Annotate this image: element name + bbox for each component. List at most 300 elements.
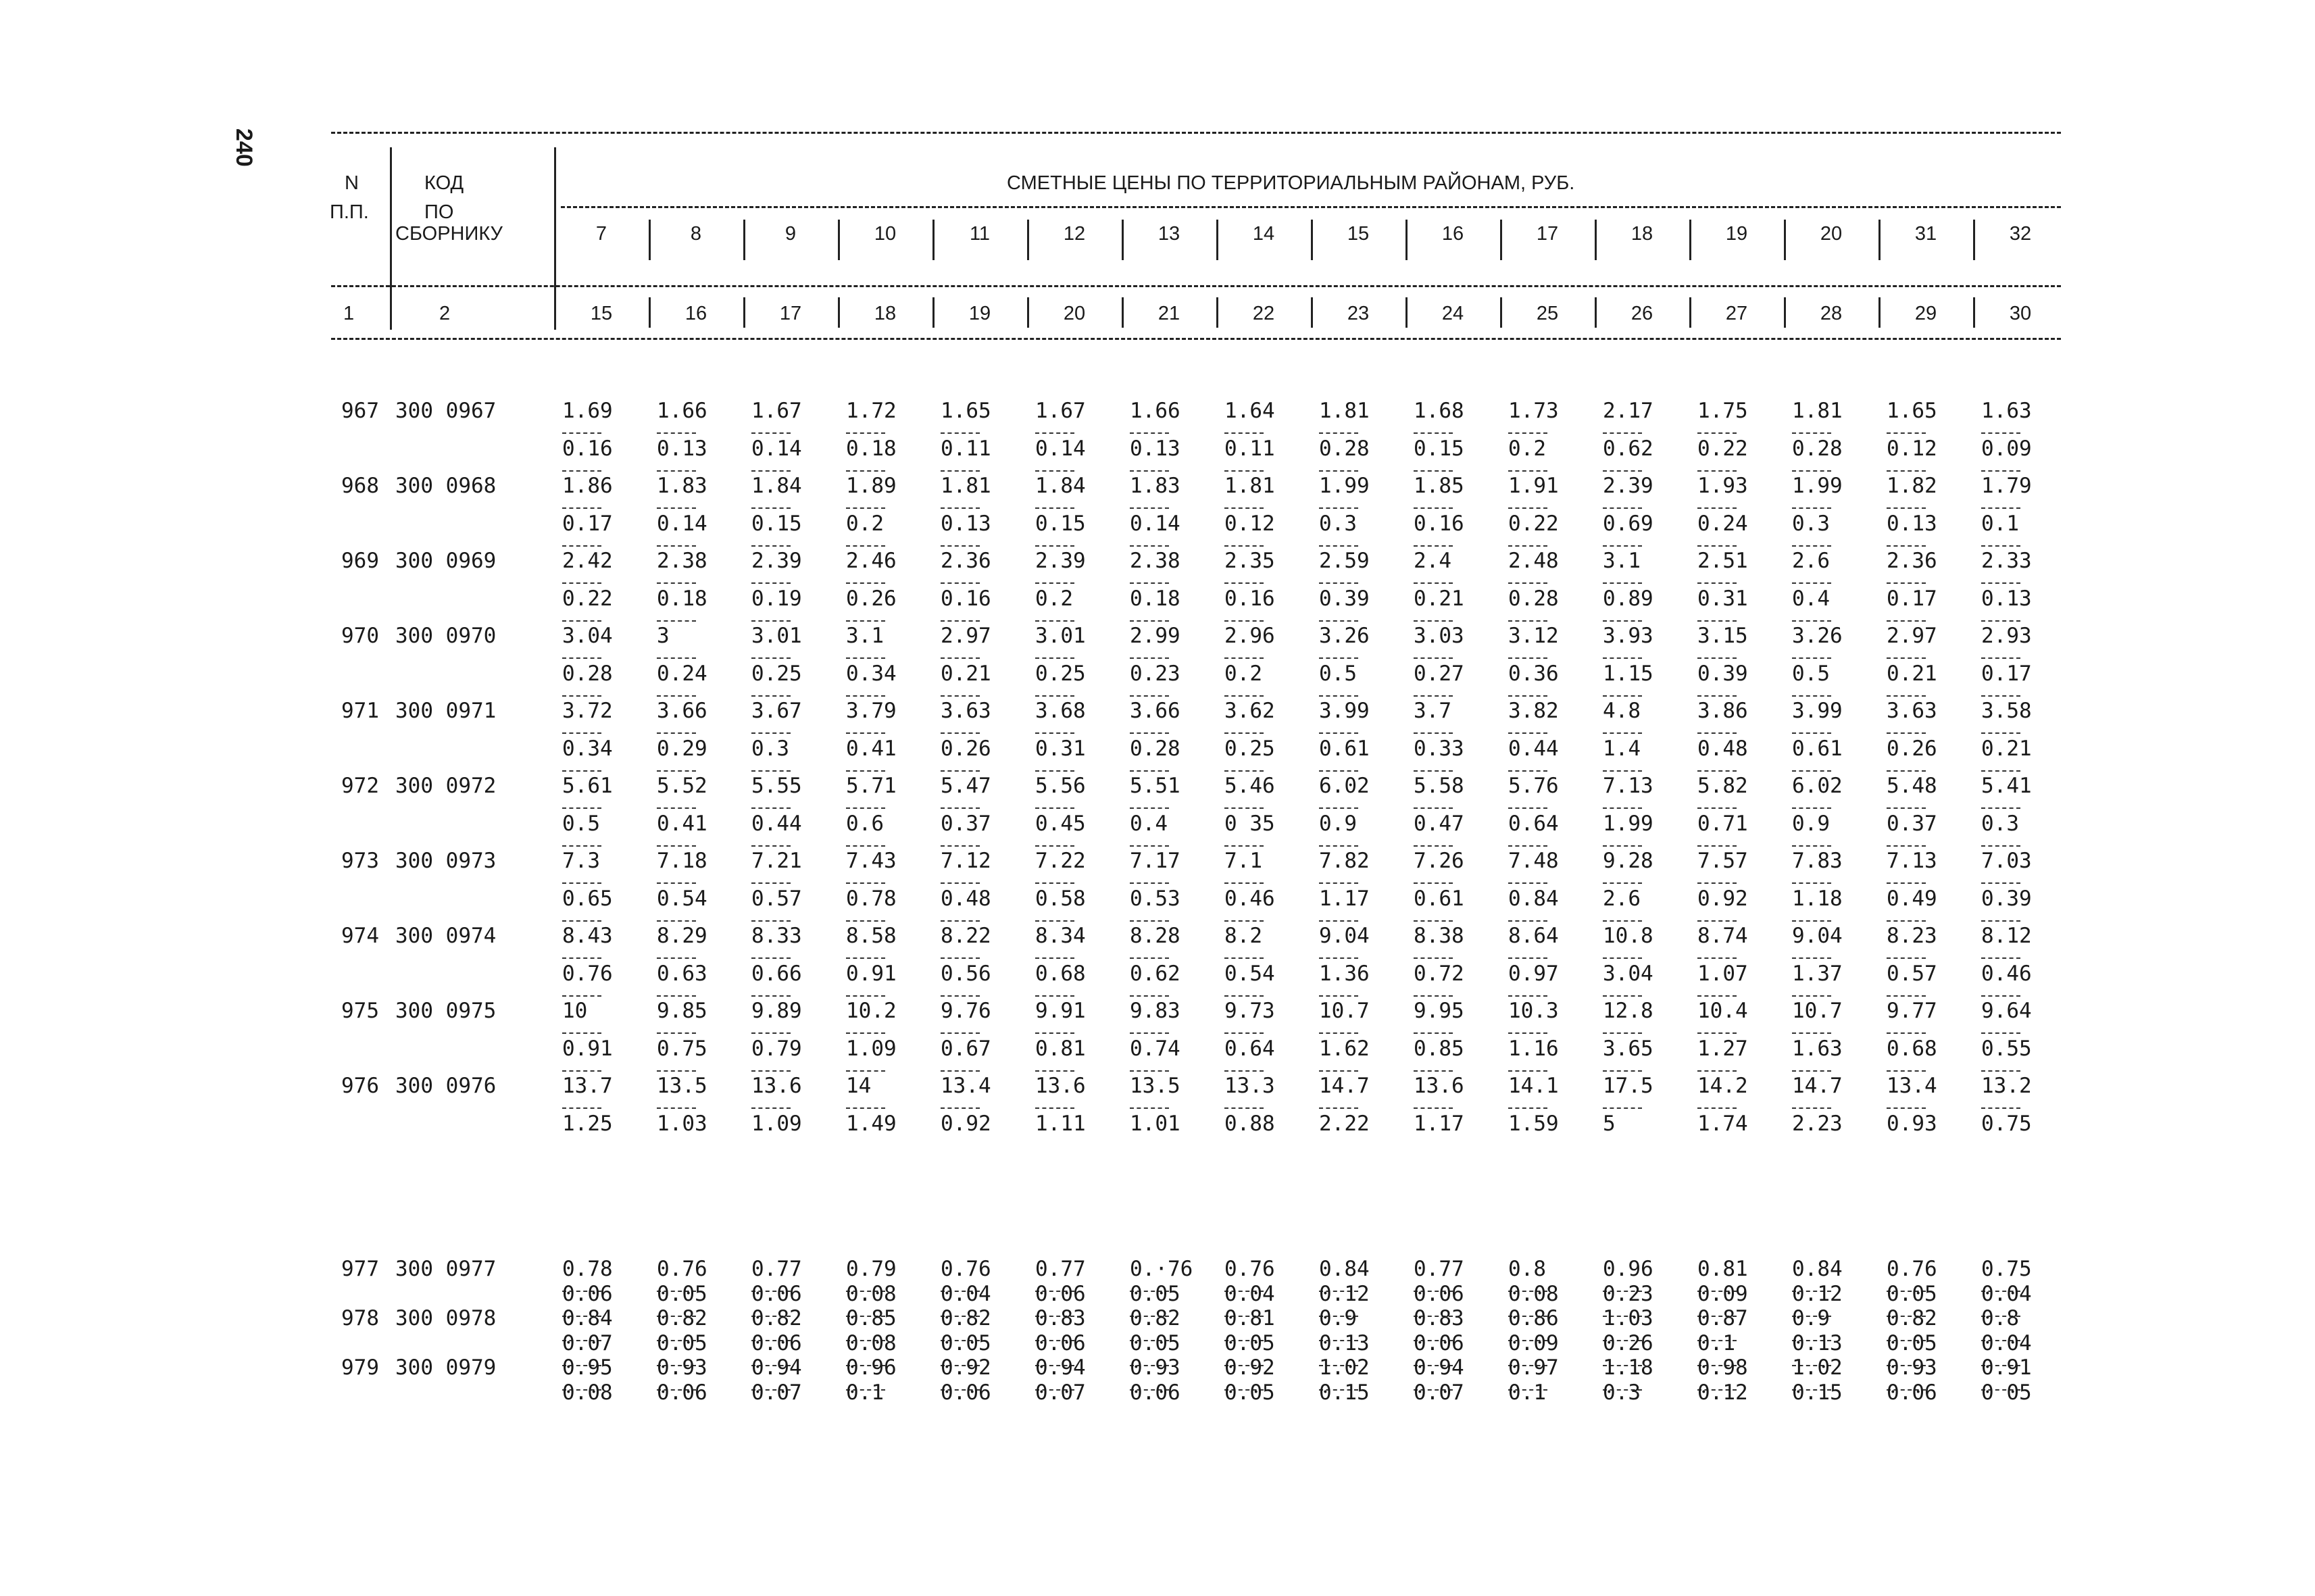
table-title: СМЕТНЫЕ ЦЕНЫ ПО ТЕРРИТОРИАЛЬНЫМ РАЙОНАМ, РУБ. xyxy=(1007,172,1575,194)
price-cell: 0.13 xyxy=(1130,436,1180,461)
fraction-rule xyxy=(1981,545,2020,547)
fraction-rule xyxy=(1224,920,1264,922)
price-cell: 0.26 xyxy=(1603,1330,1653,1355)
fraction-rule xyxy=(1697,545,1737,547)
row-number: 978 xyxy=(341,1306,379,1330)
price-cell: 2.46 xyxy=(846,549,897,573)
price-cell: 2.38 xyxy=(657,549,707,573)
column-index: 29 xyxy=(1914,303,1937,324)
header-divider xyxy=(1122,297,1124,328)
column-index: 17 xyxy=(779,303,802,324)
fraction-rule xyxy=(1224,807,1264,809)
price-cell: 0.88 xyxy=(1224,1111,1275,1136)
price-cell: 17.5 xyxy=(1603,1074,1653,1098)
header-divider xyxy=(1311,220,1313,260)
price-cell: 0.93 xyxy=(1130,1355,1180,1380)
price-cell: 0.83 xyxy=(1035,1306,1086,1330)
row-number: 974 xyxy=(341,924,379,948)
fraction-rule xyxy=(751,507,791,509)
fraction-rule xyxy=(1224,507,1264,509)
fraction-rule xyxy=(1792,995,1831,997)
price-cell: 0.15 xyxy=(1319,1380,1370,1405)
fraction-rule xyxy=(1887,695,1926,697)
price-cell: 3.58 xyxy=(1981,699,2032,723)
price-cell: 0.92 xyxy=(941,1355,991,1380)
price-cell: 0.86 xyxy=(1508,1306,1559,1330)
price-cell: 0.06 xyxy=(1035,1281,1086,1306)
fraction-rule xyxy=(846,882,885,884)
price-cell: 9.76 xyxy=(941,999,991,1023)
row-number: 967 xyxy=(341,399,379,423)
price-cell: 0.36 xyxy=(1508,661,1559,686)
price-cell: 3.65 xyxy=(1603,1036,1653,1061)
price-cell: 0.15 xyxy=(751,511,802,536)
price-cell: 2.6 xyxy=(1792,549,1830,573)
fraction-rule xyxy=(1508,995,1547,997)
price-cell: 7.21 xyxy=(751,849,802,873)
district-number: 17 xyxy=(1536,223,1559,245)
fraction-rule xyxy=(562,732,601,734)
row-code: 300 0968 xyxy=(395,474,497,498)
fraction-rule xyxy=(1792,845,1831,847)
price-cell: 9.77 xyxy=(1887,999,1937,1023)
price-cell: 3.79 xyxy=(846,699,897,723)
price-cell: 0.82 xyxy=(1130,1306,1180,1330)
code-label: СБОРНИКУ xyxy=(395,223,503,245)
fraction-rule xyxy=(1130,920,1169,922)
fraction-rule xyxy=(1130,695,1169,697)
price-cell: 0.15 xyxy=(1414,436,1464,461)
fraction-rule xyxy=(751,807,791,809)
header-divider xyxy=(1027,297,1029,328)
fraction-rule xyxy=(1035,882,1074,884)
price-cell: 10.7 xyxy=(1319,999,1370,1023)
price-cell: 9.73 xyxy=(1224,999,1275,1023)
price-cell: 0.18 xyxy=(1130,586,1180,611)
fraction-rule xyxy=(1603,770,1642,772)
fraction-rule xyxy=(1319,807,1358,809)
fraction-rule xyxy=(751,995,791,997)
row-code: 300 0967 xyxy=(395,399,497,423)
price-cell: 1.63 xyxy=(1981,399,2032,423)
price-cell: 13.6 xyxy=(1035,1074,1086,1098)
row-number: 971 xyxy=(341,699,379,723)
price-cell: 0.25 xyxy=(1035,661,1086,686)
price-cell: 0.1 xyxy=(846,1380,884,1405)
fraction-rule xyxy=(1697,957,1737,959)
price-cell: 1.63 xyxy=(1792,1036,1843,1061)
fraction-rule xyxy=(1603,1070,1642,1072)
price-cell: 3.15 xyxy=(1697,624,1748,648)
price-cell: 0.34 xyxy=(846,661,897,686)
price-cell: 0.6 xyxy=(846,811,884,836)
fraction-rule xyxy=(1035,545,1074,547)
fraction-rule xyxy=(1792,1032,1831,1034)
fraction-rule xyxy=(1130,770,1169,772)
fraction-rule xyxy=(1792,882,1831,884)
price-cell: 0.4 xyxy=(1792,586,1830,611)
header-divider xyxy=(1878,297,1881,328)
row-number: 972 xyxy=(341,774,379,798)
fraction-rule xyxy=(1792,582,1831,584)
price-cell: 0.84 xyxy=(1792,1257,1843,1281)
price-cell: 0.15 xyxy=(1035,511,1086,536)
price-cell: 0.8 xyxy=(1508,1257,1546,1281)
price-cell: 1.75 xyxy=(1697,399,1748,423)
price-cell: 13.6 xyxy=(751,1074,802,1098)
fraction-rule xyxy=(1035,657,1074,659)
fraction-rule xyxy=(751,432,791,434)
price-cell: 0.78 xyxy=(846,886,897,911)
price-cell: 0.97 xyxy=(1508,1355,1559,1380)
price-cell: 0.66 xyxy=(751,961,802,986)
fraction-rule xyxy=(941,807,980,809)
fraction-rule xyxy=(1319,432,1358,434)
fraction-rule xyxy=(751,470,791,472)
price-cell: 1.68 xyxy=(1414,399,1464,423)
price-cell: 1.02 xyxy=(1319,1355,1370,1380)
fraction-rule xyxy=(1224,995,1264,997)
price-cell: 2.4 xyxy=(1414,549,1451,573)
fraction-rule xyxy=(562,807,601,809)
fraction-rule xyxy=(1792,620,1831,622)
district-number: 11 xyxy=(969,223,991,245)
fraction-rule xyxy=(1887,582,1926,584)
price-cell: 0.28 xyxy=(562,661,613,686)
fraction-rule xyxy=(1603,845,1642,847)
fraction-rule xyxy=(562,470,601,472)
header-rule xyxy=(561,206,2061,208)
price-cell: 0.76 xyxy=(1224,1257,1275,1281)
price-cell: 0.06 xyxy=(1887,1380,1937,1405)
fraction-rule xyxy=(1697,657,1737,659)
price-cell: 8.43 xyxy=(562,924,613,948)
price-cell: 0.98 xyxy=(1697,1355,1748,1380)
price-cell: 1.15 xyxy=(1603,661,1653,686)
fraction-rule xyxy=(1130,807,1169,809)
fraction-rule xyxy=(941,507,980,509)
fraction-rule xyxy=(1887,1070,1926,1072)
price-cell: 3.66 xyxy=(1130,699,1180,723)
price-cell: 0.71 xyxy=(1697,811,1748,836)
price-cell: 0.05 xyxy=(1224,1330,1275,1355)
price-cell: 0.06 xyxy=(751,1330,802,1355)
fraction-rule xyxy=(657,545,696,547)
price-cell: 0.61 xyxy=(1319,736,1370,761)
fraction-rule xyxy=(846,657,885,659)
fraction-rule xyxy=(1035,582,1074,584)
price-cell: 0.21 xyxy=(1981,736,2032,761)
fraction-rule xyxy=(1792,507,1831,509)
price-cell: 5.41 xyxy=(1981,774,2032,798)
fraction-rule xyxy=(1981,1032,2020,1034)
price-cell: 10.2 xyxy=(846,999,897,1023)
fraction-rule xyxy=(1603,620,1642,622)
fraction-rule xyxy=(1887,920,1926,922)
price-cell: 0.14 xyxy=(751,436,802,461)
price-cell: 7.17 xyxy=(1130,849,1180,873)
fraction-rule xyxy=(1035,920,1074,922)
fraction-rule xyxy=(1792,1107,1831,1109)
price-cell: 1.79 xyxy=(1981,474,2032,498)
price-cell: 5.55 xyxy=(751,774,802,798)
price-cell: 9.95 xyxy=(1414,999,1464,1023)
price-cell: 1.72 xyxy=(846,399,897,423)
fraction-rule xyxy=(941,920,980,922)
price-cell: 14 xyxy=(846,1074,872,1098)
fraction-rule xyxy=(1887,957,1926,959)
price-cell: 0.5 xyxy=(1792,661,1830,686)
fraction-rule xyxy=(1981,432,2020,434)
row-number: 977 xyxy=(341,1257,379,1281)
price-cell: 1.07 xyxy=(1697,961,1748,986)
fraction-rule xyxy=(1035,995,1074,997)
price-cell: 0.54 xyxy=(1224,961,1275,986)
fraction-rule xyxy=(1319,920,1358,922)
price-cell: 0.92 xyxy=(941,1111,991,1136)
fraction-rule xyxy=(1697,432,1737,434)
price-cell: 9.91 xyxy=(1035,999,1086,1023)
fraction-rule xyxy=(1697,1070,1737,1072)
row-number: 968 xyxy=(341,474,379,498)
price-cell: 7.22 xyxy=(1035,849,1086,873)
price-cell: 10 xyxy=(562,999,588,1023)
fraction-rule xyxy=(1697,1032,1737,1034)
price-cell: 0.8 xyxy=(1981,1306,2019,1330)
fraction-rule xyxy=(1035,732,1074,734)
fraction-rule xyxy=(846,432,885,434)
price-cell: 1.84 xyxy=(1035,474,1086,498)
price-cell: 0.04 xyxy=(1981,1281,2032,1306)
price-cell: 0.61 xyxy=(1414,886,1464,911)
price-cell: 2.35 xyxy=(1224,549,1275,573)
price-cell: 0.12 xyxy=(1697,1380,1748,1405)
header-divider xyxy=(932,220,935,260)
fraction-rule xyxy=(1981,507,2020,509)
fraction-rule xyxy=(1887,470,1926,472)
price-cell: 0.46 xyxy=(1981,961,2032,986)
price-cell: 0.07 xyxy=(1035,1380,1086,1405)
fraction-rule xyxy=(562,620,601,622)
price-cell: 0.09 xyxy=(1981,436,2032,461)
price-cell: 1.09 xyxy=(751,1111,802,1136)
district-number: 19 xyxy=(1725,223,1748,245)
fraction-rule xyxy=(751,582,791,584)
fraction-rule xyxy=(1130,1107,1169,1109)
fraction-rule xyxy=(846,695,885,697)
column-index: 21 xyxy=(1158,303,1180,324)
price-cell: 0.12 xyxy=(1792,1281,1843,1306)
price-cell: 1.67 xyxy=(1035,399,1086,423)
fraction-rule xyxy=(941,882,980,884)
price-cell: 2.23 xyxy=(1792,1111,1843,1136)
price-cell: 1.93 xyxy=(1697,474,1748,498)
fraction-rule xyxy=(1224,470,1264,472)
price-cell: 9.04 xyxy=(1319,924,1370,948)
fraction-rule xyxy=(1603,995,1642,997)
fraction-rule xyxy=(751,882,791,884)
price-cell: 3.04 xyxy=(1603,961,1653,986)
fraction-rule xyxy=(1603,1107,1642,1109)
price-cell: 0.76 xyxy=(1887,1257,1937,1281)
price-cell: 0.48 xyxy=(1697,736,1748,761)
fraction-rule xyxy=(1887,432,1926,434)
price-cell: 1.64 xyxy=(1224,399,1275,423)
price-cell: 0.53 xyxy=(1130,886,1180,911)
price-cell: 1.99 xyxy=(1792,474,1843,498)
fraction-rule xyxy=(1414,995,1453,997)
price-cell: 2.36 xyxy=(941,549,991,573)
price-cell: 0.92 xyxy=(1224,1355,1275,1380)
price-cell: 0.26 xyxy=(941,736,991,761)
fraction-rule xyxy=(941,545,980,547)
price-cell: 7.82 xyxy=(1319,849,1370,873)
fraction-rule xyxy=(1130,432,1169,434)
price-cell: 0.28 xyxy=(1508,586,1559,611)
fraction-rule xyxy=(1792,1070,1831,1072)
header-divider xyxy=(838,220,840,260)
fraction-rule xyxy=(1224,582,1264,584)
fraction-rule xyxy=(1508,882,1547,884)
fraction-rule xyxy=(1130,732,1169,734)
fraction-rule xyxy=(1981,695,2020,697)
fraction-rule xyxy=(562,957,601,959)
price-cell: 2.93 xyxy=(1981,624,2032,648)
fraction-rule xyxy=(1697,582,1737,584)
price-cell: 0.19 xyxy=(751,586,802,611)
price-cell: 0.94 xyxy=(751,1355,802,1380)
price-cell: 13.4 xyxy=(941,1074,991,1098)
fraction-rule xyxy=(1319,732,1358,734)
fraction-rule xyxy=(1414,770,1453,772)
fraction-rule xyxy=(1603,470,1642,472)
price-cell: 1.49 xyxy=(846,1111,897,1136)
fraction-rule xyxy=(1414,545,1453,547)
fraction-rule xyxy=(1508,845,1547,847)
price-cell: 13.5 xyxy=(1130,1074,1180,1098)
fraction-rule xyxy=(846,1107,885,1109)
price-cell: 9.89 xyxy=(751,999,802,1023)
row-code: 300 0979 xyxy=(395,1355,497,1380)
header-divider xyxy=(1595,297,1597,328)
price-cell: 0 35 xyxy=(1224,811,1275,836)
column-index: 1 xyxy=(343,303,355,324)
price-cell: 1.69 xyxy=(562,399,613,423)
price-cell: 0.91 xyxy=(1981,1355,2032,1380)
column-index: 23 xyxy=(1347,303,1370,324)
price-cell: 7.03 xyxy=(1981,849,2032,873)
price-cell: 3.63 xyxy=(941,699,991,723)
fraction-rule xyxy=(1887,545,1926,547)
fraction-rule xyxy=(846,807,885,809)
price-cell: 0.62 xyxy=(1130,961,1180,986)
price-cell: 1.65 xyxy=(1887,399,1937,423)
fraction-rule xyxy=(562,920,601,922)
price-cell: 1.91 xyxy=(1508,474,1559,498)
fraction-rule xyxy=(1697,995,1737,997)
price-cell: 0.12 xyxy=(1319,1281,1370,1306)
fraction-rule xyxy=(751,545,791,547)
price-cell: 0.3 xyxy=(1603,1380,1641,1405)
fraction-rule xyxy=(1697,770,1737,772)
price-cell: 0.75 xyxy=(1981,1111,2032,1136)
fraction-rule xyxy=(1981,995,2020,997)
price-cell: 0.75 xyxy=(1981,1257,2032,1281)
price-cell: 0.27 xyxy=(1414,661,1464,686)
fraction-rule xyxy=(1319,507,1358,509)
fraction-rule xyxy=(751,1070,791,1072)
price-cell: 1.81 xyxy=(1792,399,1843,423)
price-cell: 8.28 xyxy=(1130,924,1180,948)
price-cell: 0.26 xyxy=(1887,736,1937,761)
price-cell: 12.8 xyxy=(1603,999,1653,1023)
district-number: 7 xyxy=(595,223,607,245)
district-number: 10 xyxy=(874,223,897,245)
price-cell: 8.34 xyxy=(1035,924,1086,948)
fraction-rule xyxy=(657,882,696,884)
price-cell: 0.16 xyxy=(1414,511,1464,536)
price-cell: 0.13 xyxy=(1792,1330,1843,1355)
price-cell: 0.13 xyxy=(1887,511,1937,536)
num-label: П.П. xyxy=(330,201,369,223)
price-cell: 1.89 xyxy=(846,474,897,498)
row-number: 979 xyxy=(341,1355,379,1380)
price-cell: 3.67 xyxy=(751,699,802,723)
fraction-rule xyxy=(657,695,696,697)
fraction-rule xyxy=(1319,957,1358,959)
price-cell: 13.2 xyxy=(1981,1074,2032,1098)
price-cell: 0.9 xyxy=(1319,1306,1357,1330)
header-rule xyxy=(331,132,2061,134)
price-cell: 0.13 xyxy=(1319,1330,1370,1355)
price-cell: 0.44 xyxy=(1508,736,1559,761)
price-cell: 0.06 xyxy=(1414,1330,1464,1355)
price-cell: 9.85 xyxy=(657,999,707,1023)
fraction-rule xyxy=(846,845,885,847)
header-divider xyxy=(649,220,651,260)
price-cell: 0.81 xyxy=(1697,1257,1748,1281)
price-cell: 1.03 xyxy=(657,1111,707,1136)
price-cell: 0.3 xyxy=(1792,511,1830,536)
price-cell: 0.18 xyxy=(657,586,707,611)
price-cell: 0.16 xyxy=(562,436,613,461)
price-cell: 7.57 xyxy=(1697,849,1748,873)
fraction-rule xyxy=(1981,845,2020,847)
price-cell: 1.82 xyxy=(1887,474,1937,498)
price-cell: 0.13 xyxy=(657,436,707,461)
price-cell: 1.85 xyxy=(1414,474,1464,498)
fraction-rule xyxy=(1130,657,1169,659)
price-cell: 0.93 xyxy=(1887,1111,1937,1136)
price-cell: 9.28 xyxy=(1603,849,1653,873)
header-divider xyxy=(743,220,745,260)
header-divider xyxy=(1689,297,1691,328)
fraction-rule xyxy=(1887,1107,1926,1109)
fraction-rule xyxy=(1603,432,1642,434)
fraction-rule xyxy=(846,582,885,584)
price-cell: 14.1 xyxy=(1508,1074,1559,1098)
fraction-rule xyxy=(562,432,601,434)
price-cell: 0.04 xyxy=(941,1281,991,1306)
column-index: 22 xyxy=(1252,303,1275,324)
price-cell: 0.39 xyxy=(1981,886,2032,911)
price-cell: 1.01 xyxy=(1130,1111,1180,1136)
fraction-rule xyxy=(1792,432,1831,434)
fraction-rule xyxy=(657,845,696,847)
price-cell: 8.22 xyxy=(941,924,991,948)
district-number: 16 xyxy=(1441,223,1464,245)
price-cell: 3.86 xyxy=(1697,699,1748,723)
